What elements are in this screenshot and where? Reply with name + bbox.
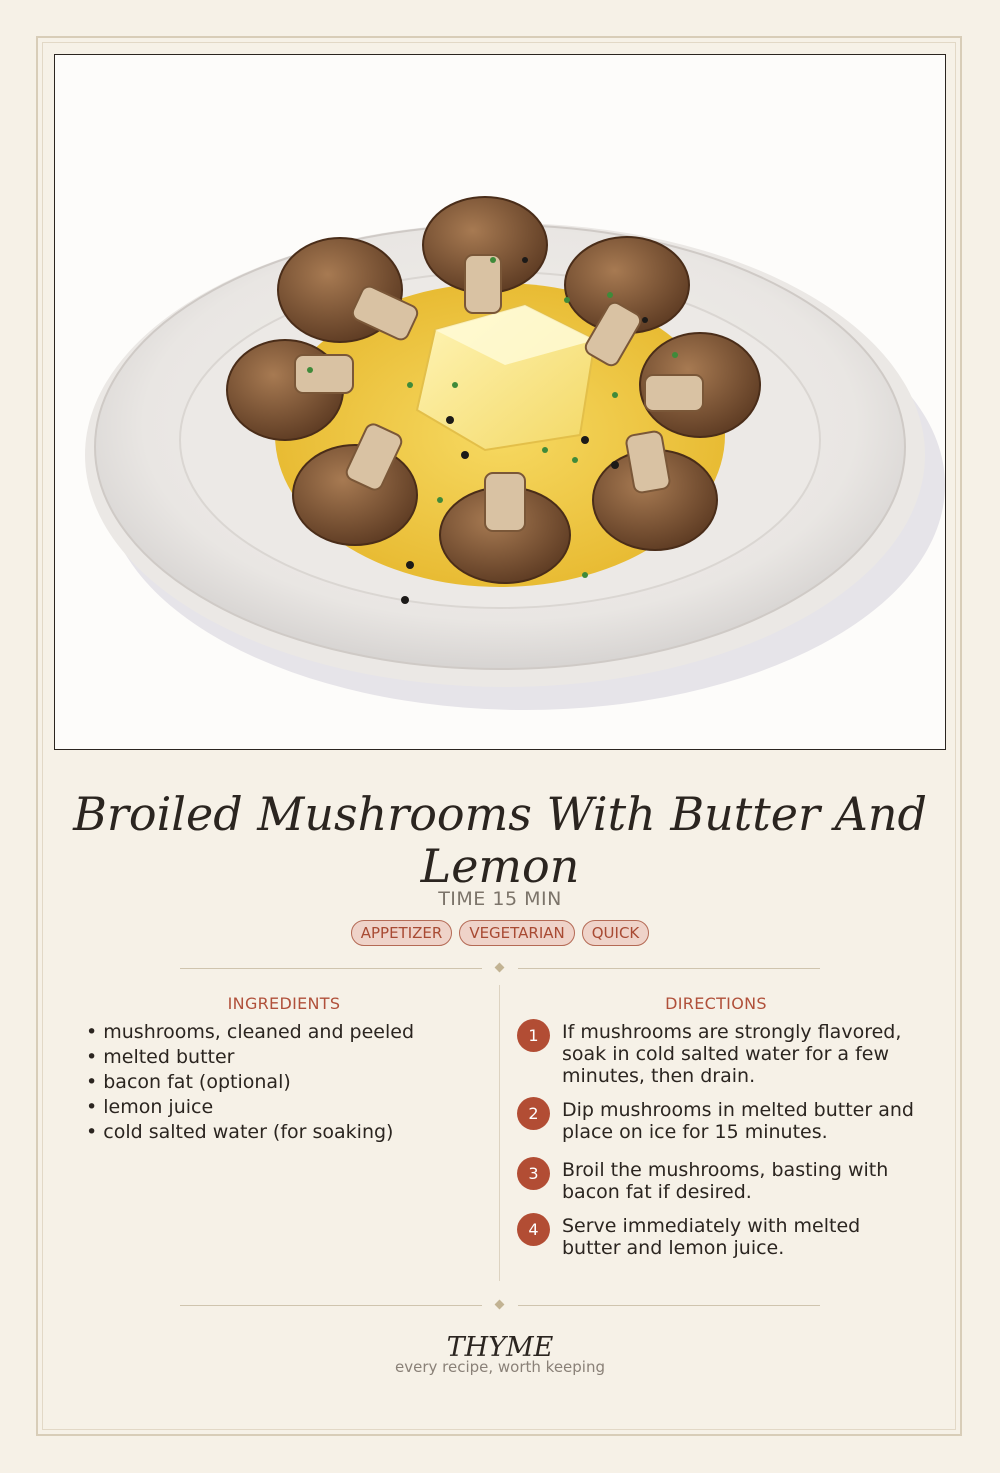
step-text: If mushrooms are strongly flavored, soak in cold salted water for a few minutes, then drain. (562, 1021, 902, 1087)
step-number-badge: 1 (517, 1019, 550, 1052)
column-separator (499, 985, 500, 1281)
step-text: Broil the mushrooms, basting with bacon fat if desired. (562, 1159, 889, 1203)
ingredient-list (86, 1020, 486, 1145)
ingredient-item: • lemon juice (86, 1095, 486, 1120)
recipe-photo (54, 54, 946, 750)
brand-logo-text: THYME (446, 1332, 554, 1363)
section-divider-top (180, 962, 820, 974)
section-divider-bottom (180, 1299, 820, 1311)
mushroom-plate-illustration (55, 55, 945, 749)
directions-heading: DIRECTIONS (665, 994, 767, 1013)
tag-vegetarian[interactable]: VEGETARIAN (459, 920, 574, 946)
diamond-ornament-icon (495, 963, 505, 973)
brand-tagline: every recipe, worth keeping (394, 1358, 605, 1376)
tag-appetizer[interactable]: APPETIZER (351, 920, 453, 946)
step-text: Dip mushrooms in melted butter and place on ice for 15 minutes. (562, 1099, 914, 1143)
tag-list (0, 920, 1000, 946)
step-number-badge: 2 (517, 1097, 550, 1130)
step-number-badge: 4 (517, 1213, 550, 1246)
step-text: Serve immediately with melted butter and lemon juice. (562, 1215, 861, 1259)
diamond-ornament-icon (495, 1300, 505, 1310)
ingredients-heading: INGREDIENTS (227, 994, 341, 1013)
ingredient-item: • cold salted water (for soaking) (86, 1120, 486, 1145)
step-number-badge: 3 (517, 1157, 550, 1190)
recipe-title: Broiled Mushrooms With Butter And Lemon (73, 787, 927, 893)
ingredient-item: • melted butter (86, 1045, 486, 1070)
ingredient-item: • mushrooms, cleaned and peeled (86, 1020, 486, 1045)
tag-quick[interactable]: QUICK (582, 920, 650, 946)
ingredient-item: • bacon fat (optional) (86, 1070, 486, 1095)
cook-time: TIME 15 MIN (438, 888, 562, 910)
